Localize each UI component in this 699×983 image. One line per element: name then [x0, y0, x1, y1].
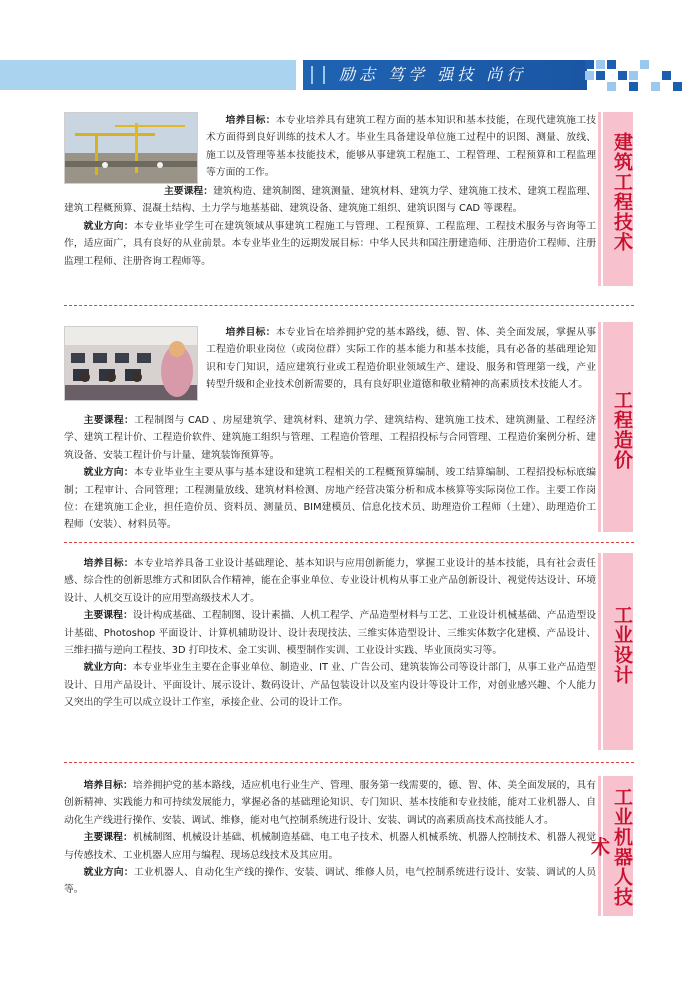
- computer-lab-photo: [64, 326, 198, 401]
- section-2-details: [64, 412, 596, 534]
- courses-text: 设计构成基础、工程制图、设计素描、人机工程学、产品造型材料与工艺、工业设计机械基础、产品造型设计基础、Photoshop 平面设计、计算机辅助设计、设计表现技法、三维实体造型设计、三维实体数字化建模、产品设计、三维扫描与逆向工程技、3D 打印技术、金工实训、模型制作实训、工业设计实践、毕业顶岗实习等。: [64, 610, 597, 657]
- courses-text: 建筑构造、建筑制图、建筑测量、建筑材料、建筑力学、建筑施工技术、建筑工程监理、建筑工程概预算、混凝土结构、土力学与地基基础、建筑设备、建筑施工组织、建筑识图与 CAD 等课程。: [64, 186, 597, 215]
- career-label: 就业方向：: [83, 662, 133, 674]
- career-text: 工业机器人、自动化生产线的操作、安装、调试、维修人员，电气控制系统进行设计、安装、调试的人员等。: [64, 867, 597, 896]
- career-text: 本专业毕业学生可在建筑领域从事建筑工程施工与管理、工程预算、工程监理、工程技术服务与咨询等工作，适应面广，具有良好的从业前景。本专业毕业生的远期发展目标：中华人民共和国注册建造师、注册造价工程师、注册监理工程师、注册咨询工程师等。: [64, 220, 597, 267]
- courses-text: 工程制图与 CAD 、房屋建筑学、建筑材料、建筑力学、建筑结构、建筑施工技术、建筑测量、工程经济学、建筑工程计价、工程造价软件、建筑施工组织与管理、工程造价管理、工程招投标与合同管理、工程造价案例分析、建筑设备、安装工程计价与计量、建筑装饰预算等。: [64, 415, 596, 461]
- career-label: 就业方向：: [83, 220, 134, 232]
- section-3-text: [64, 555, 596, 712]
- section-title: 工程造价: [611, 390, 633, 470]
- goal-label: 培养目标：: [225, 115, 276, 126]
- section-divider: [64, 305, 634, 306]
- section-1-tab: [603, 112, 633, 286]
- section-divider: [64, 762, 634, 763]
- goal-text: 培养拥护党的基本路线，适应机电行业生产、管理、服务第一线需要的，德、智、体、美全面发展的，具有创新精神、实践能力和可持续发展能力，掌握必备的基础理论知识、专门知识、基本技能和专业技能，能对工业机器人、自动化生产线进行操作、安装、调试、维修，能对电气控制系统进行设计、安装、调试的高素质高技术高技能人才。: [64, 780, 597, 826]
- checker-pattern-icon: [585, 60, 695, 90]
- goal-text: 本专业培养具备工业设计基础理论、基本知识与应用创新能力，掌握工业设计的基本技能，具有社会责任感、综合性的创新思维方式和团队合作精神，能在企事业单位、专业设计机构从事工业产品创新设计、视觉传达设计、环境设计、人机交互设计的应用型高级技术人才。: [64, 558, 597, 604]
- career-label: 就业方向：: [83, 867, 134, 879]
- courses-label: 主要课程：: [83, 415, 135, 426]
- courses-label: 主要课程：: [83, 610, 133, 622]
- section-title: 工业机器人技术: [588, 787, 633, 907]
- section-1-details: [64, 183, 596, 270]
- career-text: 本专业毕业生主要从事与基本建设和建筑工程相关的工程概预算编制、竣工结算编制、工程招投标标底编制；工程审计、合同管理；工程测量放线、建筑材料检测、房地产经营决策分析和成本核算等实际岗位工作。主要工作岗位：在建筑施工企业，担任造价员、资料员、测量员、BIM建模员、信息化技术员、助理造价工程师（土建）、助理造价工程师（安装）、材料员等。: [64, 467, 597, 531]
- goal-text: 本专业旨在培养拥护党的基本路线，德、智、体、美全面发展，掌握从事工程造价职业岗位（或岗位群）实际工作的基本能力和基本技能，具有必备的基础理论知识和专门知识，适应建筑行业或工程造价职业领域生产、建设、服务和管理第一线，产业转型升级和企业技术创新需要的，具有良好职业道德和敬业精神的高素质技术技能人才。: [206, 327, 597, 391]
- section-1-goal: [206, 112, 596, 182]
- header-motto: 励志 笃学 强技 尚行: [339, 65, 527, 84]
- career-text: 本专业毕业生主要在企事业单位、制造业、IT 业、广告公司、建筑装饰公司等设计部门，从事工业产品造型设计、日用产品设计、平面设计、展示设计、数码设计、产品包装设计以及室内设计等设计工作，对创业感兴趣、个人能力又突出的学生可以成立设计工作室，承接企业、公司的设计工作。: [64, 662, 596, 709]
- section-2-goal: [206, 324, 596, 394]
- goal-label: 培养目标：: [83, 780, 133, 791]
- career-label: 就业方向：: [83, 467, 134, 479]
- goal-label: 培养目标：: [83, 558, 134, 569]
- section-4-tab: [588, 776, 633, 916]
- header-band-dark: [300, 60, 587, 90]
- courses-label: 主要课程：: [163, 186, 214, 197]
- header-band-light: [0, 60, 296, 90]
- goal-text: 本专业培养具有建筑工程方面的基本知识和基本技能，在现代建筑施工技术方面得到良好训练的技术人才。毕业生具备建设单位施工过程中的识图、测量、放线、施工以及管理等基本技能技术，能够从事建筑工程施工、工程管理、工程预算和工程监理等方面的工作。: [206, 115, 597, 179]
- section-2-tab: [603, 322, 633, 532]
- goal-label: 培养目标：: [225, 327, 276, 338]
- header-bars-icon: [311, 66, 325, 84]
- section-3-tab: [603, 553, 633, 750]
- courses-label: 主要课程：: [83, 832, 133, 844]
- section-4-text: [64, 777, 596, 899]
- courses-text: 机械制图、机械设计基础、机械制造基础、电工电子技术、机器人机械系统、机器人控制技术、机器人视觉与传感技术、工业机器人应用与编程、现场总线技术及其应用。: [64, 832, 597, 861]
- construction-crane-photo: [64, 112, 198, 184]
- section-title: 工业设计: [611, 605, 633, 685]
- section-title: 建筑工程技术: [611, 132, 633, 252]
- section-divider: [64, 542, 634, 543]
